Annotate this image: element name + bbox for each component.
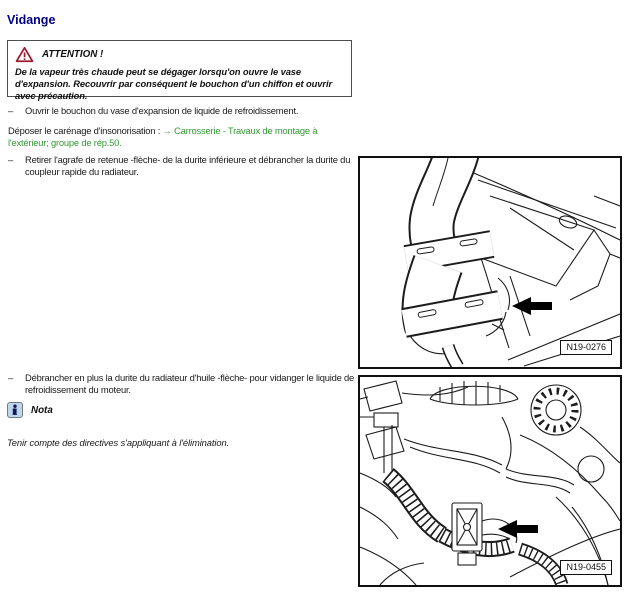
figure-oil-cooler-hose: [358, 375, 622, 587]
step-text: Ouvrir le bouchon du vase d'expansion de liquide de refroidissement.: [25, 105, 299, 116]
step-open-expansion-cap: [8, 105, 352, 117]
warning-label: ATTENTION !: [42, 49, 104, 60]
step-text: Débrancher en plus la durite du radiateur d'huile -flèche- pour vidanger le liquide de refroidissement du moteur.: [25, 372, 355, 395]
step-remove-clip: [8, 154, 355, 178]
page-title: Vidange: [7, 13, 56, 27]
hose-clip-illustration: [360, 158, 620, 367]
warning-text: De la vapeur très chaude peut se dégager lorsqu'on ouvre le vase d'expansion. Recouvrir par conséquent le bouchon d'un chiffon et ouvrir avec précaution.: [15, 66, 333, 101]
info-icon: [7, 402, 23, 418]
nota-label: Nota: [31, 404, 53, 416]
remove-cover-text: Déposer le carénage d'insonorisation :: [8, 125, 163, 136]
warning-triangle-icon: [15, 46, 34, 63]
warning-header: [15, 46, 344, 63]
figure-label: N19-0276: [560, 340, 612, 355]
bullet-dash: –: [8, 372, 14, 383]
warning-box: [7, 40, 352, 101]
engine-bay-illustration: [360, 377, 620, 585]
nota-section: [7, 402, 53, 418]
bullet-dash: –: [8, 154, 14, 165]
step-disconnect-oil-cooler-hose: [8, 372, 355, 396]
arrow-marker: [498, 520, 538, 538]
nota-text: Tenir compte des directives s'appliquant à l'élimination.: [7, 437, 230, 449]
cross-reference-link[interactable]: → Carrosserie - Travaux de montage à l'extérieur; groupe de rép.50.: [8, 125, 318, 148]
figure-radiator-hose-clip: [358, 156, 622, 369]
bullet-dash: –: [8, 105, 14, 116]
step-text: Retirer l'agrafe de retenue -flèche- de la durite inférieure et débrancher la durite du coupleur rapide du radiateur.: [25, 154, 351, 177]
remove-cover-paragraph: [8, 125, 354, 149]
figure-label: N19-0455: [560, 560, 612, 575]
